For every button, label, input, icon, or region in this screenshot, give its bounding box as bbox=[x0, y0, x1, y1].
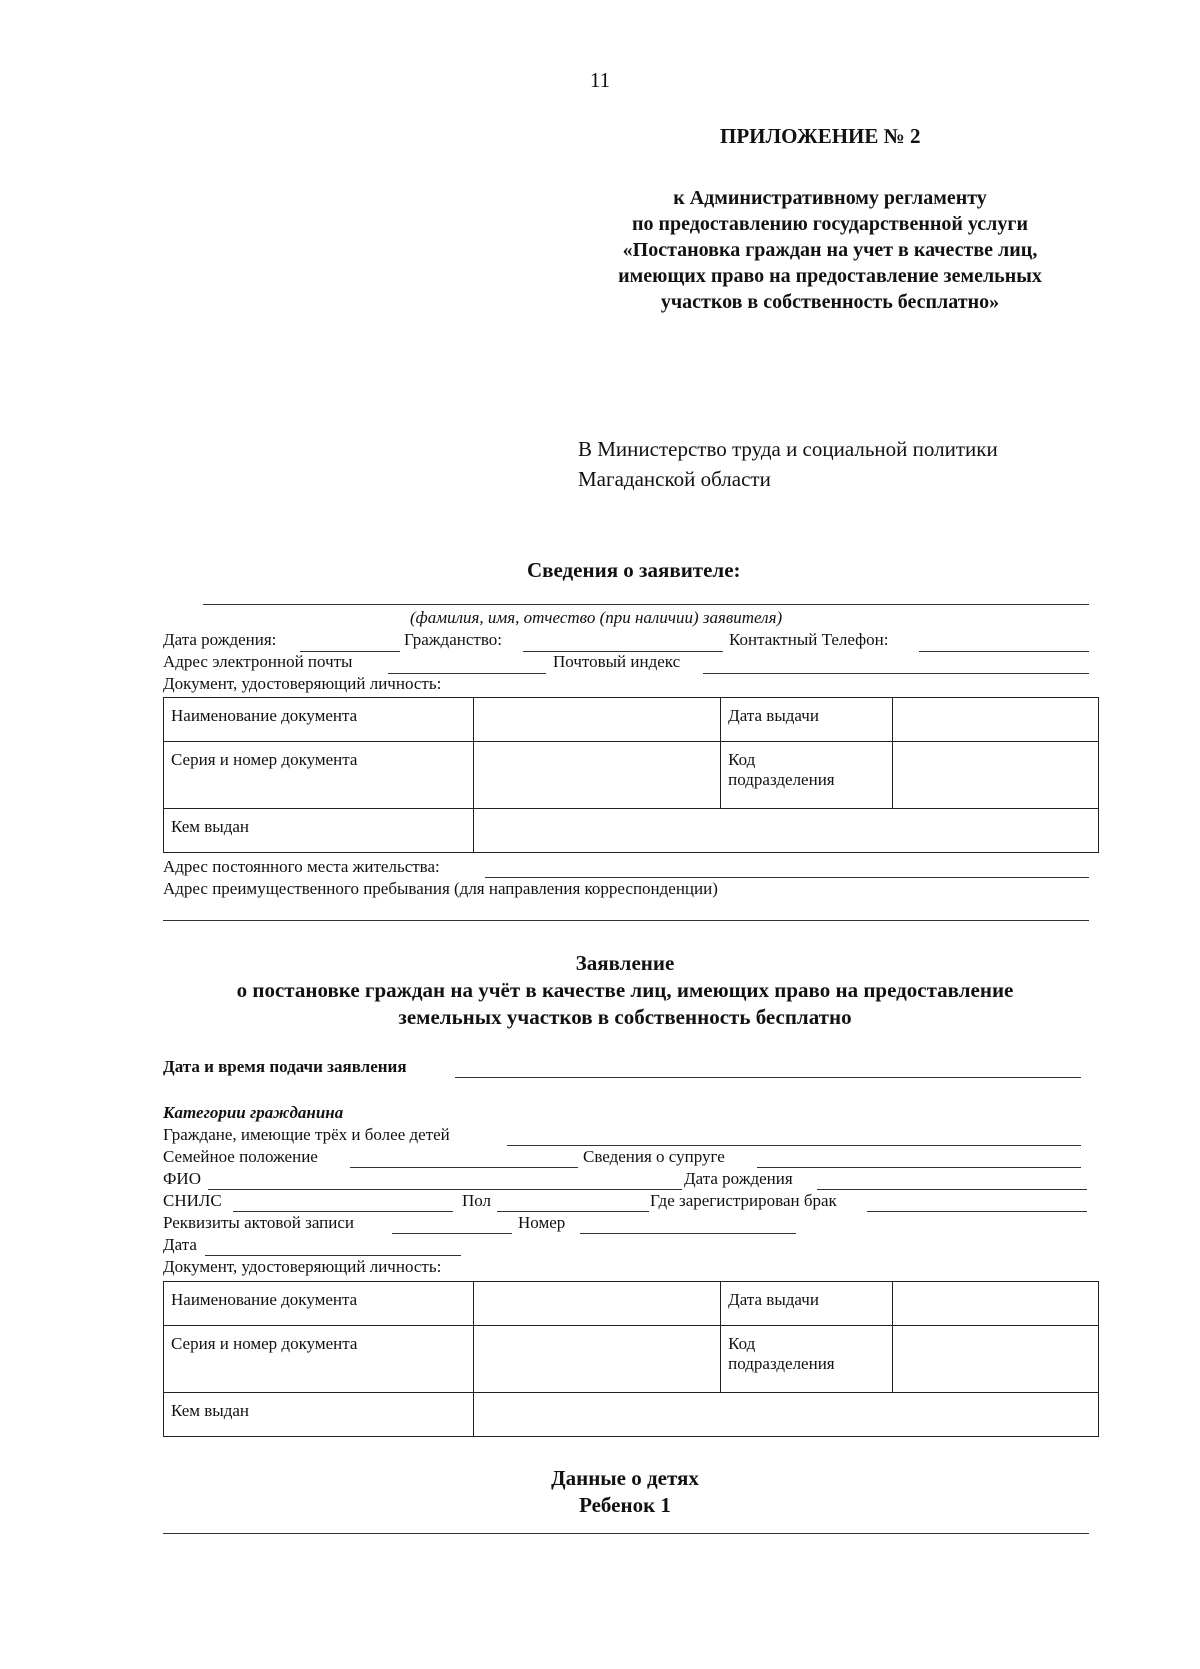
doc-name-label: Наименование документа bbox=[164, 698, 474, 742]
addressee-line: В Министерство труда и социальной политики bbox=[578, 437, 998, 461]
dept-code-label bbox=[721, 1326, 893, 1393]
doc-name-field[interactable] bbox=[474, 698, 721, 742]
snils-label: СНИЛС bbox=[163, 1191, 222, 1210]
citizenship-label: Гражданство: bbox=[404, 630, 502, 649]
postcode-label: Почтовый индекс bbox=[553, 652, 681, 671]
series-number-field[interactable] bbox=[474, 1326, 721, 1393]
sex-field[interactable] bbox=[497, 1211, 649, 1212]
marital-status-label: Семейное положение bbox=[163, 1147, 318, 1166]
child-label: Ребенок 1 bbox=[579, 1493, 671, 1517]
three-children-field[interactable] bbox=[507, 1145, 1081, 1146]
applicant-id-table bbox=[163, 697, 1099, 853]
phone-field[interactable] bbox=[919, 651, 1089, 652]
number-label: Номер bbox=[518, 1213, 566, 1232]
spouse-field[interactable] bbox=[757, 1167, 1081, 1168]
spouse-id-table bbox=[163, 1281, 1099, 1437]
statement-title-line: о постановке граждан на учёт в качестве лиц, имеющих право на предоставление bbox=[236, 978, 1014, 1002]
applicant-heading: Сведения о заявителе: bbox=[527, 558, 741, 582]
dept-code-field[interactable] bbox=[892, 742, 1098, 809]
date-label: Дата bbox=[163, 1235, 197, 1254]
doc-name-field[interactable] bbox=[474, 1282, 721, 1326]
number-field[interactable] bbox=[580, 1233, 796, 1234]
sex-label: Пол bbox=[462, 1191, 492, 1210]
date-field[interactable] bbox=[205, 1255, 461, 1256]
regulation-reference bbox=[570, 185, 1090, 315]
issued-by-field[interactable] bbox=[474, 809, 1099, 853]
fio-label: ФИО bbox=[163, 1169, 201, 1188]
regulation-line: по предоставлению государственной услуги bbox=[631, 213, 1029, 235]
act-record-label: Реквизиты актовой записи bbox=[163, 1213, 354, 1232]
statement-title-line: земельных участков в собственность бесплатно bbox=[398, 1005, 852, 1029]
addressee-line: Магаданской области bbox=[578, 467, 771, 491]
birth-date-label: Дата рождения: bbox=[163, 630, 277, 649]
dept-code-label bbox=[721, 742, 893, 809]
dept-code-line2: подразделения bbox=[728, 1354, 835, 1373]
marriage-place-label: Где зарегистрирован брак bbox=[650, 1191, 837, 1210]
permanent-address-label: Адрес постоянного места жительства: bbox=[163, 857, 440, 876]
permanent-address-field[interactable] bbox=[485, 877, 1089, 878]
phone-label: Контактный Телефон: bbox=[729, 630, 889, 649]
doc-name-label: Наименование документа bbox=[164, 1282, 474, 1326]
issued-by-label: Кем выдан bbox=[164, 1393, 474, 1437]
statement-title-line: Заявление bbox=[575, 951, 675, 975]
regulation-line: имеющих право на предоставление земельных bbox=[618, 265, 1042, 287]
regulation-line: участков в собственность бесплатно» bbox=[660, 291, 1000, 313]
children-heading: Данные о детях bbox=[551, 1466, 699, 1490]
postcode-field[interactable] bbox=[703, 673, 1089, 674]
snils-field[interactable] bbox=[233, 1211, 453, 1212]
regulation-line: к Административному регламенту bbox=[673, 187, 987, 209]
spouse-birth-field[interactable] bbox=[817, 1189, 1087, 1190]
child-name-field[interactable] bbox=[163, 1533, 1089, 1534]
spouse-id-doc-label: Документ, удостоверяющий личность: bbox=[163, 1257, 442, 1276]
issue-date-field[interactable] bbox=[892, 698, 1098, 742]
series-number-field[interactable] bbox=[474, 742, 721, 809]
page-number: 11 bbox=[589, 68, 611, 92]
appendix-title: ПРИЛОЖЕНИЕ № 2 bbox=[720, 124, 921, 148]
preferred-address-field[interactable] bbox=[163, 920, 1089, 921]
regulation-line: «Постановка граждан на учет в качестве лиц, bbox=[622, 239, 1038, 261]
category-heading: Категории гражданина bbox=[163, 1103, 344, 1122]
issued-by-label: Кем выдан bbox=[164, 809, 474, 853]
fio-field[interactable] bbox=[208, 1189, 682, 1190]
issue-date-field[interactable] bbox=[892, 1282, 1098, 1326]
dept-code-line1: Код bbox=[728, 1334, 756, 1353]
submission-datetime-field[interactable] bbox=[455, 1077, 1081, 1078]
issue-date-label: Дата выдачи bbox=[721, 698, 893, 742]
issued-by-field[interactable] bbox=[474, 1393, 1099, 1437]
applicant-name-caption: (фамилия, имя, отчество (при наличии) заявителя) bbox=[410, 608, 783, 627]
addressee bbox=[578, 434, 998, 494]
dept-code-line1: Код bbox=[728, 750, 756, 769]
submission-datetime-label: Дата и время подачи заявления bbox=[163, 1057, 407, 1076]
statement-title bbox=[0, 950, 1200, 1031]
applicant-name-field[interactable] bbox=[203, 604, 1089, 605]
marital-status-field[interactable] bbox=[350, 1167, 578, 1168]
issue-date-label: Дата выдачи bbox=[721, 1282, 893, 1326]
email-label: Адрес электронной почты bbox=[163, 652, 353, 671]
preferred-address-label: Адрес преимущественного пребывания (для направления корреспонденции) bbox=[163, 879, 718, 898]
dept-code-line2: подразделения bbox=[728, 770, 835, 789]
id-doc-label: Документ, удостоверяющий личность: bbox=[163, 674, 442, 693]
spouse-birth-label: Дата рождения bbox=[684, 1169, 793, 1188]
series-number-label: Серия и номер документа bbox=[164, 1326, 474, 1393]
act-record-field[interactable] bbox=[392, 1233, 512, 1234]
spouse-label: Сведения о супруге bbox=[583, 1147, 725, 1166]
marriage-place-field[interactable] bbox=[867, 1211, 1087, 1212]
children-section bbox=[0, 1465, 1200, 1519]
series-number-label: Серия и номер документа bbox=[164, 742, 474, 809]
three-children-label: Граждане, имеющие трёх и более детей bbox=[163, 1125, 450, 1144]
dept-code-field[interactable] bbox=[892, 1326, 1098, 1393]
